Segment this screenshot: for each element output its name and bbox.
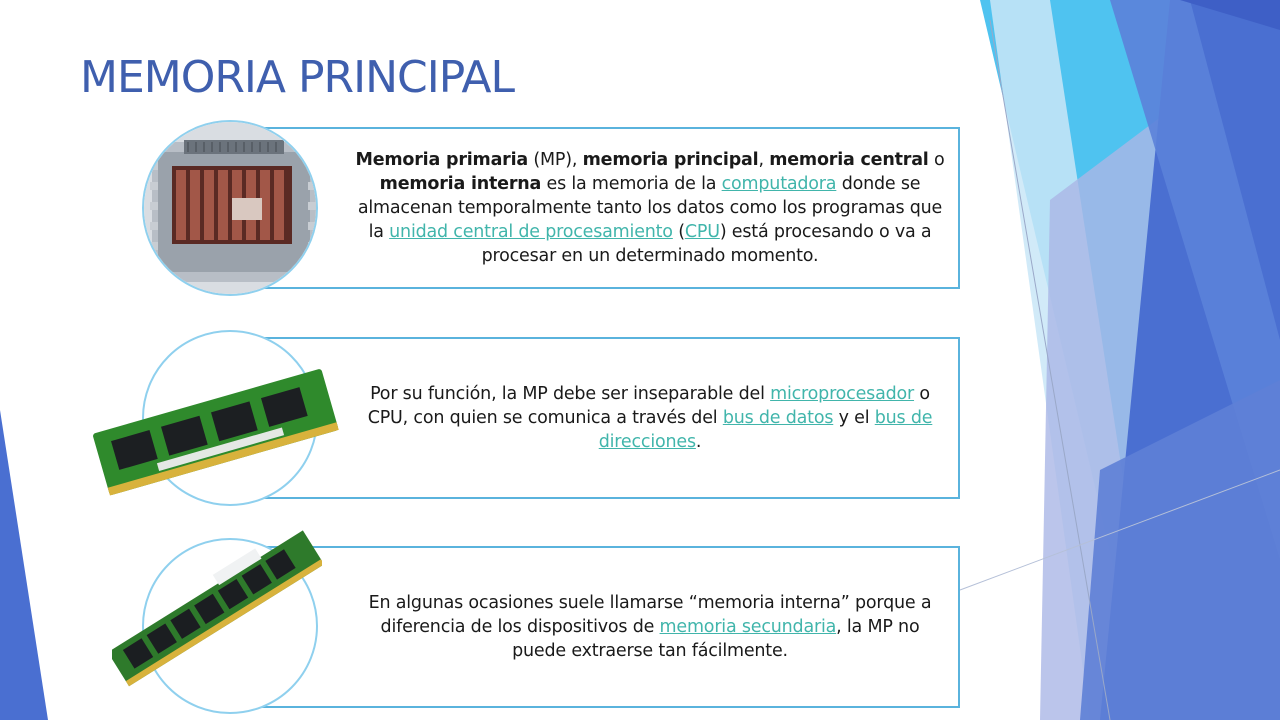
link-microprocesador[interactable]: microprocesador xyxy=(770,384,915,404)
text-segment: , la MP no puede extraerse tan fácilmente. xyxy=(512,617,920,661)
text-segment: o xyxy=(928,150,945,170)
content-card-3 xyxy=(230,546,960,708)
card-text-3 xyxy=(352,548,948,706)
ram-stick-green-icon xyxy=(90,360,340,500)
text-segment: (MP), xyxy=(528,150,583,170)
text-segment: donde se almacenan temporalmente tanto los datos como los programas que la xyxy=(357,174,943,242)
text-segment: ( xyxy=(672,222,685,242)
card-text-1 xyxy=(352,129,948,287)
bold-term: memoria principal xyxy=(582,150,759,170)
text-segment: En algunas ocasiones suele llamarse “memoria interna” porque a diferencia de los dispositivos de xyxy=(368,593,932,637)
text-segment: Por su función, la MP debe ser inseparable del xyxy=(370,384,771,404)
memory-chip-module-image xyxy=(142,120,318,296)
link-bus-de-direcciones[interactable]: bus de direcciones xyxy=(598,408,933,452)
content-card-1 xyxy=(230,127,960,289)
link-memoria-secundaria[interactable]: memoria secundaria xyxy=(659,617,837,637)
slide-title: MEMORIA PRINCIPAL xyxy=(80,52,515,103)
card-text-2 xyxy=(352,339,948,497)
text-segment: es la memoria de la xyxy=(541,174,722,194)
link-bus-de-datos[interactable]: bus de datos xyxy=(722,408,834,428)
bold-term: memoria interna xyxy=(379,174,542,194)
text-segment: . xyxy=(695,432,702,452)
link-cpu[interactable]: CPU xyxy=(684,222,720,242)
bold-term: Memoria primaria xyxy=(355,150,529,170)
text-segment: , xyxy=(758,150,770,170)
bold-term: memoria central xyxy=(769,150,929,170)
deco-shape-left-accent xyxy=(0,410,48,720)
memory-chip-icon xyxy=(144,122,318,296)
link-computadora[interactable]: computadora xyxy=(721,174,837,194)
text-segment: o CPU, con quien se comunica a través del xyxy=(367,384,930,428)
text-segment: y el xyxy=(833,408,875,428)
text-segment: ) está procesando o va a procesar en un determinado momento. xyxy=(481,222,932,266)
ram-stick-diagonal-icon xyxy=(112,530,322,690)
link-unidad-central-de-procesamiento[interactable]: unidad central de procesamiento xyxy=(389,222,673,242)
